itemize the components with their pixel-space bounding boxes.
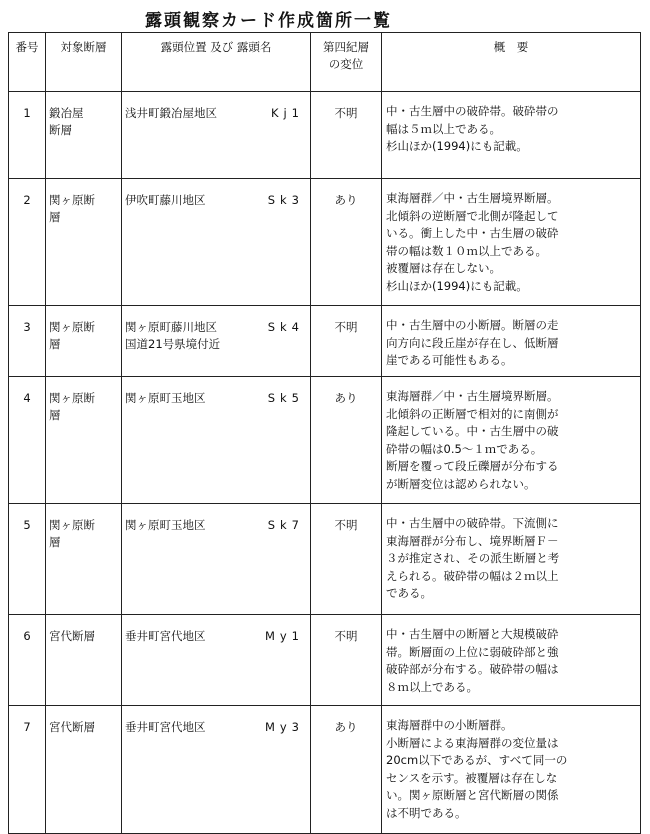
row-number: 1	[9, 92, 46, 179]
outcrop-code: Sk5	[267, 391, 304, 405]
location-text: 垂井町宮代地区	[125, 720, 206, 734]
row-quaternary: あり	[311, 179, 382, 306]
location-text: 国道21号県境付近	[125, 337, 221, 351]
table-row	[9, 377, 641, 504]
description-line: い。関ヶ原断層と宮代断層の関係	[386, 788, 559, 802]
table-row	[9, 615, 641, 706]
page-title: 露頭観察カード作成箇所一覧	[145, 11, 392, 31]
location-text: 関ヶ原町玉地区	[125, 518, 206, 532]
description-line: ３が推定され、その派生断層と考	[386, 551, 560, 565]
description-line: 帯。断層面の上位に弱破砕部と強	[386, 644, 559, 659]
row-location	[122, 92, 311, 179]
fault-line: 宮代断層	[49, 720, 95, 734]
location-text: 垂井町宮代地区	[125, 629, 206, 643]
row-quaternary: あり	[311, 377, 382, 504]
description-line: 被覆層は存在しない。	[386, 261, 501, 275]
description-line: 向方向に段丘崖が存在し、低断層	[386, 335, 559, 350]
row-fault	[46, 92, 122, 179]
location-text: 関ヶ原町玉地区	[125, 391, 206, 405]
row-location	[122, 179, 311, 306]
outcrop-code: Sk4	[267, 320, 304, 334]
description-line: 20cm以下であるが、すべて同一の	[386, 753, 568, 767]
location-text: 浅井町鍛冶屋地区	[125, 106, 217, 120]
fault-line: 層	[49, 535, 61, 549]
header-quaternary	[311, 33, 382, 92]
description-line: ８ｍ以上である。	[386, 679, 478, 694]
outcrop-code: Sk3	[267, 193, 304, 207]
row-location	[122, 706, 311, 834]
description-line: 中・古生層中の断層と大規模破砕	[386, 627, 559, 641]
row-description	[382, 92, 641, 179]
row-description	[382, 706, 641, 834]
row-fault	[46, 706, 122, 834]
description-line: 帯の幅は数１０ｍ以上である。	[386, 243, 547, 258]
description-line: センスを示す。被覆層は存在しな	[386, 770, 558, 785]
location-text: 伊吹町藤川地区	[125, 193, 206, 207]
table-row	[9, 306, 641, 377]
description-line: 東海層群／中・古生層境界断層。	[386, 389, 559, 403]
row-quaternary: 不明	[311, 504, 382, 615]
description-line: 杉山ほか(1994)にも記載。	[386, 278, 528, 293]
row-number: 3	[9, 306, 46, 377]
table-body	[9, 92, 641, 834]
description-line: 破砕部が分布する。破砕帯の幅は	[386, 662, 559, 676]
row-location	[122, 615, 311, 706]
description-line: が断層変位は認められない。	[386, 476, 536, 491]
description-line: 中・古生層中の小断層。断層の走	[386, 318, 559, 332]
description-line: 断層を覆って段丘礫層が分布する	[386, 459, 559, 473]
row-number: 4	[9, 377, 46, 504]
table-row	[9, 92, 641, 179]
row-number: 5	[9, 504, 46, 615]
header-description: 概 要	[382, 33, 641, 92]
row-quaternary: 不明	[311, 92, 382, 179]
row-location	[122, 504, 311, 615]
location-text: 関ヶ原町藤川地区	[125, 320, 217, 334]
row-description	[382, 377, 641, 504]
location-line	[125, 192, 307, 209]
description-line: 東海層群が分布し、境界断層Ｆ－	[386, 533, 559, 548]
row-fault	[46, 377, 122, 504]
fault-line: 宮代断層	[49, 629, 95, 643]
description-line: 砕帯の幅は0.5～１ｍである。	[386, 441, 543, 456]
row-number: 6	[9, 615, 46, 706]
description-line: 隆起している。中・古生層中の破	[386, 424, 559, 438]
table-row	[9, 706, 641, 834]
row-location	[122, 377, 311, 504]
outcrop-code: Sk7	[267, 518, 304, 532]
location-line	[125, 336, 307, 353]
description-line: 幅は５ｍ以上である。	[386, 121, 501, 136]
description-line: 東海層群中の小断層群。	[386, 718, 513, 732]
location-line	[125, 390, 307, 407]
description-line: は不明である。	[386, 805, 467, 820]
location-line	[125, 628, 307, 645]
row-fault	[46, 179, 122, 306]
location-line	[125, 319, 307, 336]
description-line: えられる。破砕帯の幅は２ｍ以上	[386, 568, 559, 583]
outcrop-table	[8, 32, 641, 834]
fault-line: 層	[49, 210, 61, 224]
fault-line: 関ヶ原断	[49, 320, 95, 334]
outcrop-code: My1	[264, 629, 304, 643]
outcrop-code: My3	[264, 720, 304, 734]
description-line: 中・古生層中の破砕帯。破砕帯の	[386, 104, 559, 118]
fault-line: 鍛冶屋	[49, 106, 84, 120]
row-location	[122, 306, 311, 377]
description-line: 東海層群／中・古生層境界断層。	[386, 191, 559, 205]
fault-line: 層	[49, 408, 61, 422]
table-row	[9, 179, 641, 306]
fault-line: 関ヶ原断	[49, 518, 95, 532]
row-number: 7	[9, 706, 46, 834]
header-quaternary-line2: の変位	[328, 57, 364, 71]
row-number: 2	[9, 179, 46, 306]
description-line: 小断層による東海層群の変位量は	[386, 735, 559, 750]
row-fault	[46, 306, 122, 377]
description-line: 北傾斜の正断層で相対的に南側が	[386, 406, 559, 421]
description-line: 杉山ほか(1994)にも記載。	[386, 139, 528, 153]
row-quaternary: あり	[311, 706, 382, 834]
row-fault	[46, 615, 122, 706]
header-location: 露頭位置 及び 露頭名	[122, 33, 311, 92]
row-description	[382, 504, 641, 615]
header-fault: 対象断層	[46, 33, 122, 92]
outcrop-table-wrapper	[8, 32, 640, 834]
location-line	[125, 105, 307, 122]
row-description	[382, 179, 641, 306]
location-line	[125, 517, 307, 534]
header-number: 番号	[9, 33, 46, 92]
fault-line: 断層	[49, 123, 72, 137]
location-line	[125, 719, 307, 736]
description-line: 崖である可能性もある。	[386, 353, 513, 367]
description-line: 中・古生層中の破砕帯。下流側に	[386, 516, 559, 530]
row-description	[382, 306, 641, 377]
row-quaternary: 不明	[311, 306, 382, 377]
fault-line: 関ヶ原断	[49, 193, 95, 207]
outcrop-code: Kj1	[270, 106, 304, 120]
row-fault	[46, 504, 122, 615]
header-quaternary-line1: 第四紀層	[323, 40, 369, 54]
fault-line: 層	[49, 337, 61, 351]
row-quaternary: 不明	[311, 615, 382, 706]
description-line: いる。衝上した中・古生層の破砕	[386, 226, 559, 240]
description-line: 北傾斜の逆断層で北側が隆起して	[386, 208, 559, 223]
description-line: である。	[386, 586, 432, 600]
table-row	[9, 504, 641, 615]
row-description	[382, 615, 641, 706]
fault-line: 関ヶ原断	[49, 391, 95, 405]
header-row	[9, 33, 641, 92]
